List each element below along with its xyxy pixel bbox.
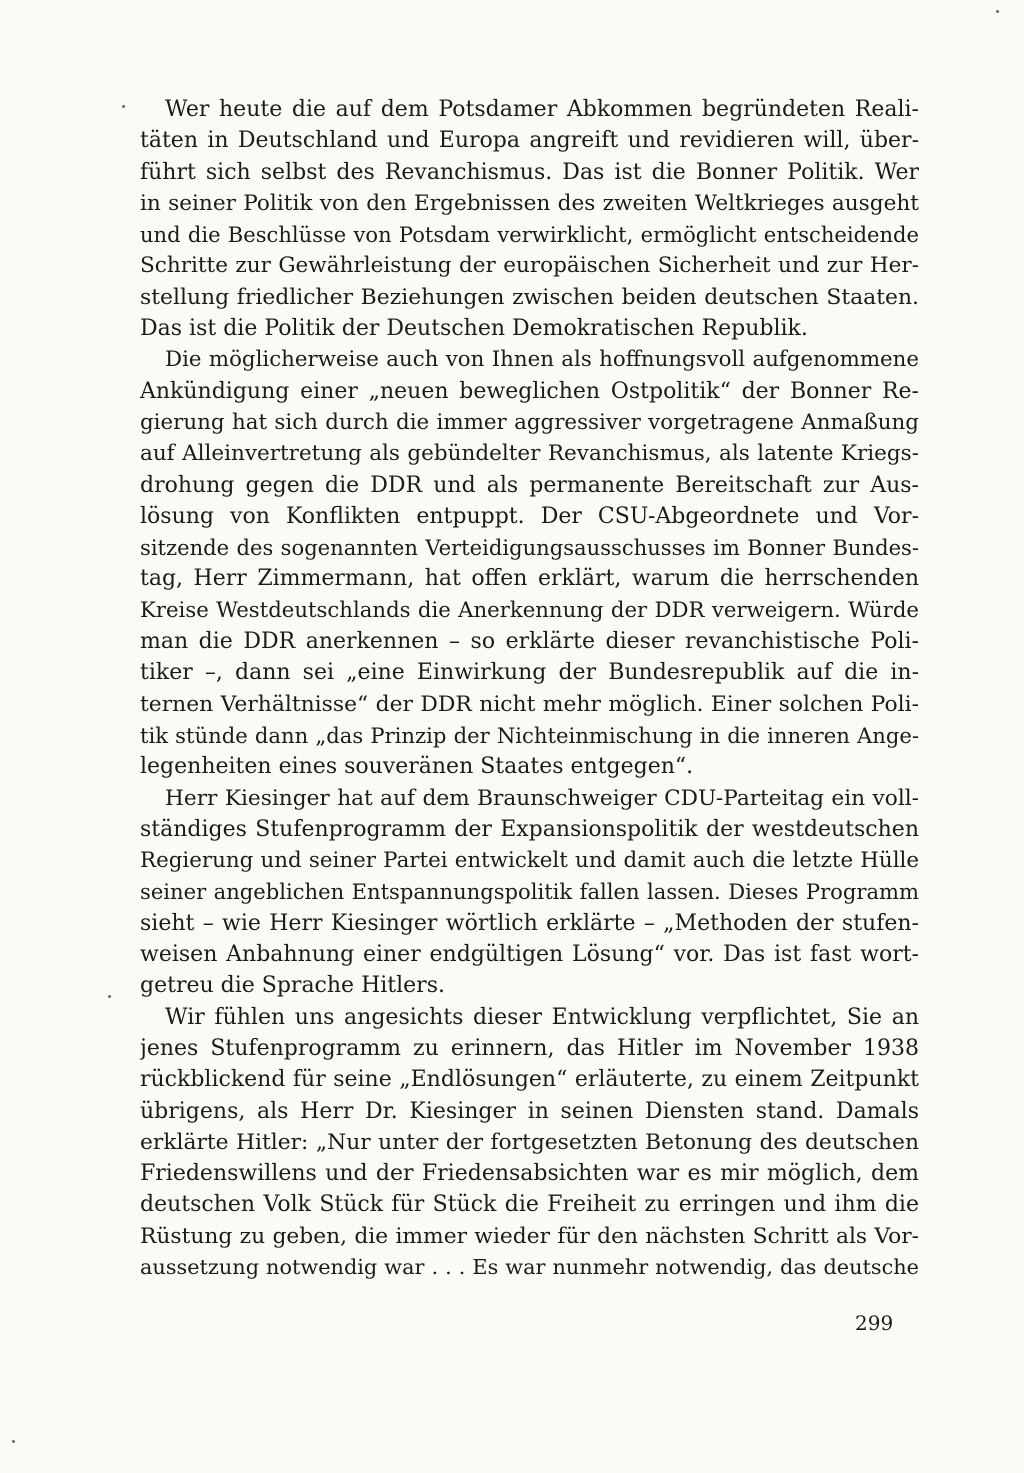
paragraph-2 bbox=[140, 344, 919, 782]
text-line: getreu die Sprache Hitlers. bbox=[140, 973, 445, 999]
text-line: Regierung und seiner Partei entwickelt und damit auch die letzte Hülle bbox=[140, 848, 919, 874]
paragraph-4 bbox=[140, 1002, 919, 1284]
text-line: ternen Verhältnisse“ der DDR nicht mehr möglich. Einer solchen Poli- bbox=[140, 691, 919, 717]
page-body bbox=[140, 94, 919, 1283]
text-line: in seiner Politik von den Ergebnissen des zweiten Weltkrieges ausgeht bbox=[140, 190, 919, 216]
scan-speck bbox=[122, 105, 125, 108]
text-line: tik stünde dann „das Prinzip der Nichteinmischung in die inneren Ange- bbox=[140, 722, 919, 748]
text-line: legenheiten eines souveränen Staates entgegen“. bbox=[140, 754, 694, 780]
text-line: tiker –, dann sei „eine Einwirkung der Bundesrepublik auf die in- bbox=[140, 660, 919, 686]
text-line: ständiges Stufenprogramm der Expansionspolitik der westdeutschen bbox=[140, 816, 919, 842]
text-line: gierung hat sich durch die immer aggressiver vorgetragene Anmaßung bbox=[140, 409, 919, 435]
text-line: Wir fühlen uns angesichts dieser Entwicklung verpflichtet, Sie an bbox=[165, 1004, 919, 1030]
text-line: auf Alleinvertretung als gebündelter Revanchismus, als latente Kriegs- bbox=[140, 441, 919, 467]
text-line: jenes Stufenprogramm zu erinnern, das Hitler im November 1938 bbox=[140, 1035, 919, 1061]
text-line: seiner angeblichen Entspannungspolitik fallen lassen. Dieses Programm bbox=[140, 879, 919, 905]
text-line: drohung gegen die DDR und als permanente Bereitschaft zur Aus- bbox=[140, 472, 919, 498]
text-line: Schritte zur Gewährleistung der europäischen Sicherheit und zur Her- bbox=[140, 253, 919, 279]
text-line: und die Beschlüsse von Potsdam verwirklicht, ermöglicht entscheidende bbox=[140, 222, 919, 248]
text-line: Friedenswillens und der Friedensabsichten war es mir möglich, dem bbox=[140, 1161, 919, 1187]
text-line: erklärte Hitler: „Nur unter der fortgesetzten Betonung des deutschen bbox=[140, 1129, 919, 1155]
text-line: man die DDR anerkennen – so erklärte dieser revanchistische Poli- bbox=[140, 629, 919, 655]
page-number: 299 bbox=[855, 1311, 894, 1335]
scan-speck bbox=[108, 995, 111, 998]
paragraph-3 bbox=[140, 783, 919, 1002]
text-line: rückblickend für seine „Endlösungen“ erläuterte, zu einem Zeitpunkt bbox=[140, 1067, 919, 1093]
text-line: deutschen Volk Stück für Stück die Freiheit zu erringen und ihm die bbox=[140, 1192, 919, 1218]
scan-speck bbox=[12, 1440, 15, 1443]
text-line: Herr Kiesinger hat auf dem Braunschweiger CDU-Parteitag ein voll- bbox=[165, 785, 919, 811]
text-line: Das ist die Politik der Deutschen Demokratischen Republik. bbox=[140, 316, 808, 342]
text-line: Kreise Westdeutschlands die Anerkennung der DDR verweigern. Würde bbox=[140, 597, 919, 623]
text-line: aussetzung notwendig war . . . Es war nunmehr notwendig, das deutsche bbox=[140, 1254, 919, 1279]
text-line: übrigens, als Herr Dr. Kiesinger in seinen Diensten stand. Damals bbox=[140, 1098, 919, 1124]
text-line: Die möglicherweise auch von Ihnen als hoffnungsvoll aufgenommene bbox=[165, 347, 919, 373]
text-line: Wer heute die auf dem Potsdamer Abkommen begründeten Reali- bbox=[165, 97, 919, 122]
text-line: Ankündigung einer „neuen beweglichen Ostpolitik“ der Bonner Re- bbox=[140, 378, 919, 404]
text-line: lösung von Konflikten entpuppt. Der CSU-Abgeordnete und Vor- bbox=[140, 503, 919, 529]
paragraph-1 bbox=[140, 94, 919, 344]
text-line: stellung friedlicher Beziehungen zwischen beiden deutschen Staaten. bbox=[140, 284, 919, 310]
text-line: tag, Herr Zimmermann, hat offen erklärt, warum die herrschenden bbox=[140, 566, 919, 592]
text-line: sitzende des sogenannten Verteidigungsausschusses im Bonner Bundes- bbox=[140, 535, 919, 561]
text-line: täten in Deutschland und Europa angreift und revidieren will, über- bbox=[140, 128, 919, 154]
scan-speck bbox=[996, 10, 999, 13]
text-line: sieht – wie Herr Kiesinger wörtlich erklärte – „Methoden der stufen- bbox=[140, 910, 919, 936]
text-line: Rüstung zu geben, die immer wieder für den nächsten Schritt als Vor- bbox=[140, 1223, 919, 1249]
text-line: weisen Anbahnung einer endgültigen Lösung“ vor. Das ist fast wort- bbox=[140, 942, 919, 968]
text-line: führt sich selbst des Revanchismus. Das ist die Bonner Politik. Wer bbox=[140, 159, 919, 185]
